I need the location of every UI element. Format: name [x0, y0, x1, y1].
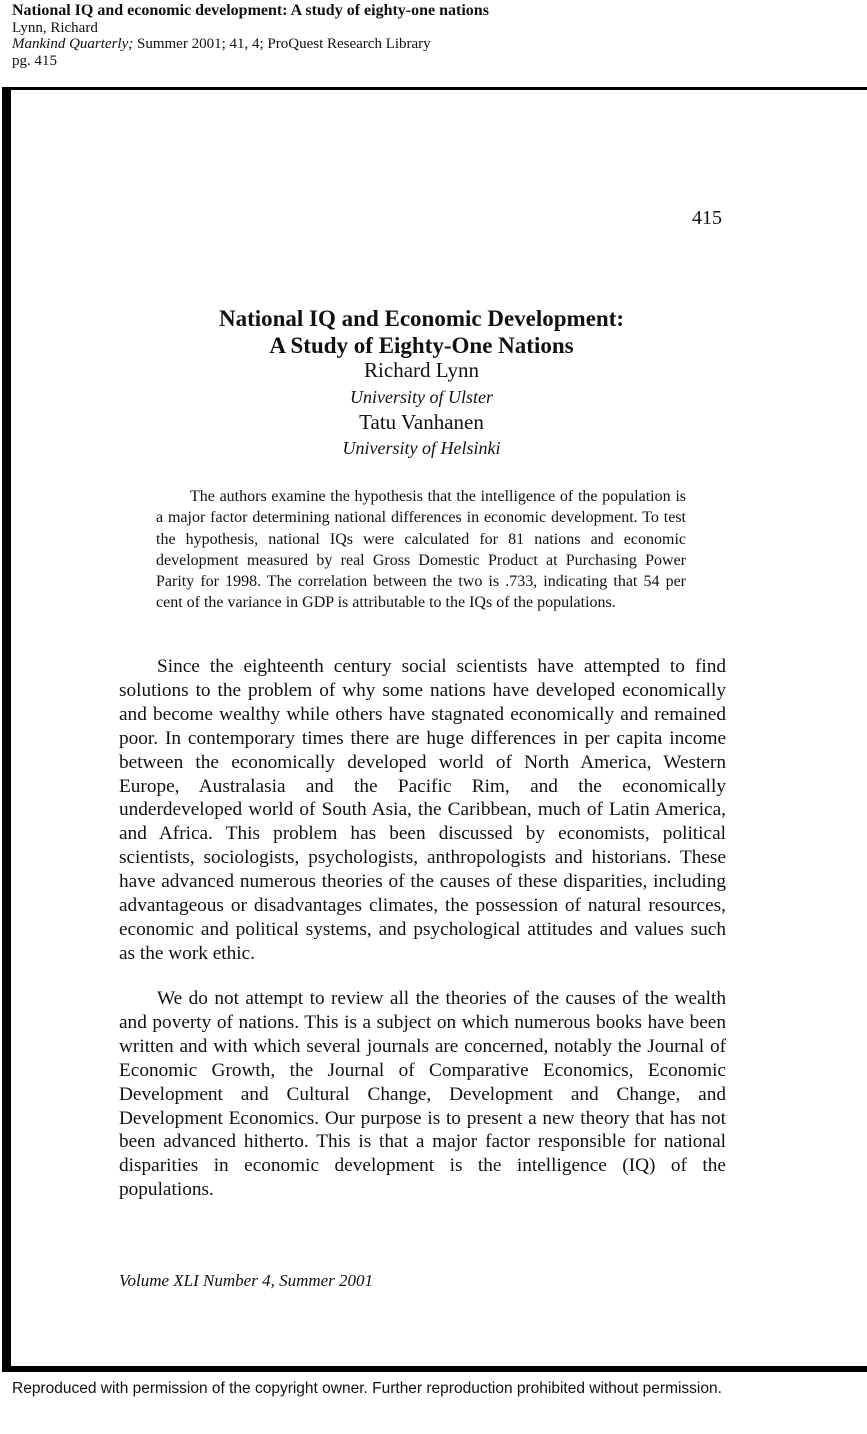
citation-header [12, 3, 489, 69]
body-paragraph-1: Since the eighteenth century social scientists have attempted to find solutions to the problem of why some nations have developed economically and become wealthy while others have stagnated economically and remained poor. In contemporary times there are huge differences in per capita income between the economically developed world of North America, Western Europe, Australasia and the Pacific Rim, and the economically underdeveloped world of South Asia, the Caribbean, much of Latin America, and Africa. This problem has been discussed by economists, political scientists, sociologists, psychologists, anthropologists and historians. These have advanced numerous theories of the causes of these disparities, including advantageous or disadvantages climates, the possession of natural resources, economic and political systems, and psychological attitudes and values such as the work ethic. [119, 656, 726, 964]
author-affiliation-2: University of Helsinki [342, 438, 501, 458]
article-title [0, 305, 843, 359]
author-affiliation-1: University of Ulster [350, 387, 493, 407]
citation-issue: Summer 2001; 41, 4; ProQuest Research Library [133, 36, 431, 52]
volume-footer: Volume XLI Number 4, Summer 2001 [119, 1271, 374, 1290]
citation-journal: Mankind Quarterly; [12, 36, 134, 52]
citation-author: Lynn, Richard [12, 19, 98, 36]
article-title-line1: National IQ and Economic Development: [218, 306, 625, 331]
citation-page: pg. 415 [12, 52, 57, 69]
copyright-notice: Reproduced with permission of the copyright owner. Further reproduction prohibited without permission. [12, 1380, 722, 1397]
body-paragraph-2: We do not attempt to review all the theories of the causes of the wealth and poverty of nations. This is a subject on which numerous books have been written and with which several journals are concerned, notably the Journal of Economic Growth, the Journal of Comparative Economics, Economic Development and Cultural Change, Development and Change, and Development Economics. Our purpose is to present a new theory that has not been advanced hitherto. This is that a major factor responsible for national disparities in economic development is the intelligence (IQ) of the populations. [119, 988, 726, 1201]
author-name-1: Richard Lynn [364, 358, 479, 382]
abstract: The authors examine the hypothesis that the intelligence of the population is a major factor determining national differences in economic development. To test the hypothesis, national IQs were calculated for 81 nations and economic development measured by real Gross Domestic Product at Purchasing Power Parity for 1998. The correlation between the two is .733, indicating that 54 per cent of the variance in GDP is attributable to the IQs of the populations. [156, 488, 686, 612]
page-number: 415 [692, 207, 722, 229]
article-title-line2: A Study of Eighty-One Nations [269, 333, 574, 358]
citation-source [12, 36, 489, 53]
citation-title: National IQ and economic development: A study of eighty-one nations [12, 2, 489, 19]
author-name-2: Tatu Vanhanen [359, 410, 484, 434]
